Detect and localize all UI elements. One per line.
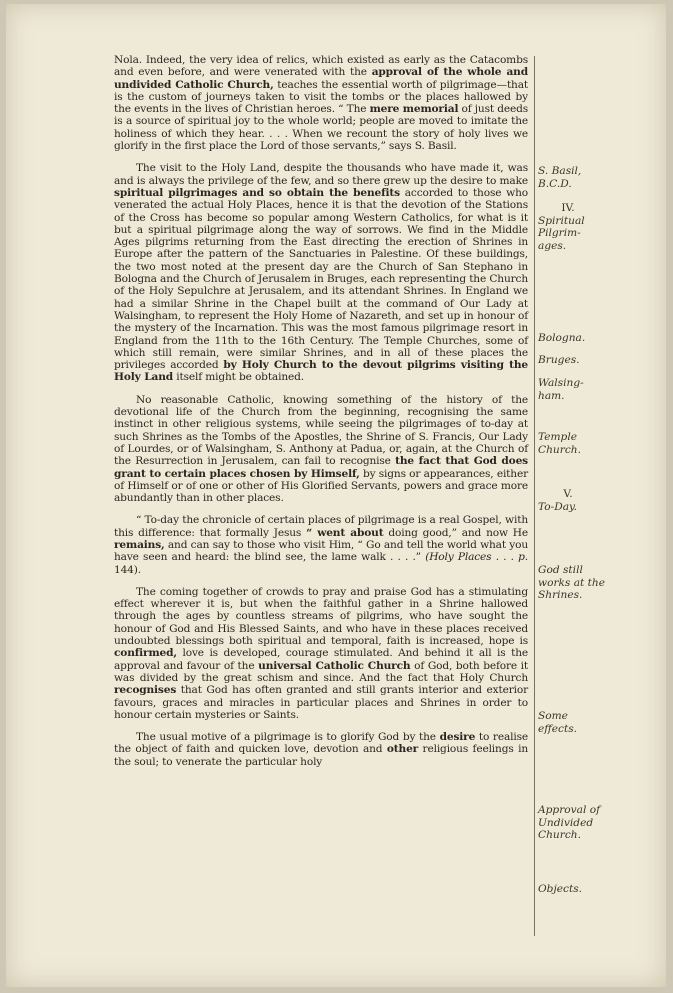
margin-note-approval [538, 804, 600, 842]
paragraph [114, 54, 528, 152]
margin-note-line: Bologna. [538, 332, 586, 344]
margin-note-line: Temple [538, 431, 577, 443]
paragraph [114, 162, 528, 383]
paragraph [114, 394, 528, 505]
margin-note-line: ages. [538, 239, 567, 252]
margin-note-line: Some [538, 710, 568, 722]
margin-note-line: Bruges. [538, 354, 580, 366]
text-run: of God, both before it was divided by the great schism and since. And the fact that Holy Church [114, 659, 528, 684]
margin-note-walsingham [538, 377, 584, 402]
text-run: of just deeds is a source of spiritual joy to the whole world; people are moved to imitate the holiness of which they hear. . . . When we recount the story of holy lives we glorify in the first place the Lord of those servants,” says S. Basil. [114, 103, 528, 153]
text-run: The usual motive of a pilgrimage is to glorify God by the [136, 731, 440, 744]
margin-note-temple [538, 431, 581, 456]
bold-text: confirmed, [114, 647, 177, 660]
margin-note-line: Pilgrim- [538, 227, 581, 239]
margin-note-line: Walsing- [538, 377, 584, 389]
text-run: teaches the essential worth of pilgrimage—that is the custom of journeys taken to visit the tombs or the places hallowed by the events in the lives of Christian heroes. “ The [114, 78, 528, 116]
text-run: by signs or appearances, either of Himself or of one or other of His Glorified Servants, powers and grace more abundantly than in other places. [114, 467, 528, 505]
bold-text: desire [439, 731, 476, 744]
margin-note-line: Spiritual [538, 214, 585, 227]
text-run: No reasonable Catholic, knowing something of the history of the devotional life of the Church from the beginning, recognising the same instinct in other religious systems, while seeing the pilgrimages of to-day at such Shrines as the Tombs of the Apostles, the Shrine of S. Francis, Our Lady of Lourdes, or of Walsingham, S. Anthony at Padua, or, again, at the Church of the Resurrection in Jerusalem, can fail to recognise [114, 393, 528, 468]
bold-text: universal Catholic Church [258, 659, 411, 672]
text-run: 144). [114, 563, 141, 576]
book-page [6, 4, 666, 987]
section-number: IV. [561, 202, 575, 214]
margin-note-section-v [538, 488, 598, 513]
main-text-column [114, 54, 528, 778]
margin-note-bologna [538, 332, 585, 345]
margin-note-bruges [538, 354, 580, 367]
text-run: religious feelings in the soul; to venerate the particular holy [114, 743, 528, 768]
text-run: The visit to the Holy Land, despite the thousands who have made it, was and is always the privilege of the few, and so there grew up the desire to make [114, 162, 528, 187]
margin-note-line: Shrines. [538, 589, 583, 601]
margin-note-line: Objects. [538, 883, 583, 895]
bold-text: remains, [114, 538, 165, 551]
text-run: and can say to those who visit Him, “ Go and tell the world what you have seen and heard: the blind see, the lame walk . . . .” [114, 538, 528, 564]
bold-text: by Holy Church to the devout pilgrims visiting the Holy Land [114, 359, 528, 384]
margin-note-line: Church. [538, 829, 581, 841]
text-run: that God has often granted and still grants interior and exterior favours, graces and miracles in particular places and Shrines in order to honour certain mysteries or Saints. [114, 684, 528, 721]
margin-note-section-iv [538, 202, 598, 252]
paragraph [114, 731, 528, 768]
margin-rule [534, 56, 535, 936]
margin-note-line: B.C.D. [538, 177, 572, 190]
text-run: to realise the object of faith and quicken love, devotion and [114, 731, 528, 756]
bold-text: recognises [114, 684, 177, 697]
bold-text: other [386, 743, 419, 756]
margin-note-line: Approval of [538, 804, 601, 816]
margin-note-some-effects [538, 710, 577, 735]
text-run: “ To-day the chronicle of certain places of pilgrimage is a real Gospel, with this difference: that formally Jesus [114, 514, 528, 539]
margin-note-line: S. Basil, [538, 165, 582, 177]
paragraph [114, 514, 528, 575]
bold-text: mere memorial [369, 103, 459, 116]
bold-text: spiritual pilgrimages and so obtain the benefits [114, 186, 400, 199]
italic-text: (Holy Places . . . p. [425, 551, 528, 564]
margin-note-objects [538, 883, 582, 896]
margin-note-line: To-Day. [538, 500, 577, 513]
text-run: Nola. Indeed, the very idea of relics, which existed as early as the Catacombs and even before, and were venerated with the [114, 54, 528, 79]
section-number: V. [563, 488, 573, 500]
text-run: love is developed, courage stimulated. And behind it all is the approval and favour of the [114, 647, 528, 672]
margin-note-line: God still [538, 564, 583, 576]
text-run: doing good,” and now He [383, 526, 528, 539]
margin-note-god-still [538, 564, 605, 602]
margin-note-line: works at the [538, 576, 606, 589]
bold-text: “ went about [306, 526, 384, 539]
margin-note-basil [538, 165, 581, 190]
bold-text: the fact that God does grant to certain places chosen by Himself, [114, 455, 528, 480]
text-run: itself might be obtained. [173, 371, 304, 384]
text-run: accorded to those who venerated the actual Holy Places, hence it is that the devotion of the Stations of the Cross has become so popular among Western Catholics, for what is it but a spiritual pilgrimage along the way of sorrows. We find in the Middle Ages pilgrims returning from the East directing the erection of Shrines in Europe after the pattern of the Sanctuaries in Palestine. Of these buildings, the two most noted at the present day are the Church of San Stephano in Bologna and the Church of Jerusalem in Bruges, each representing the Church of the Holy Sepulchre at Jerusalem, and its attendant Shrines. In England we had a similar Shrine in the Chapel built at the command of Our Lady at Walsingham, to represent the Holy Home of Nazareth, and set up in honour of the mystery of the Incarnation. This was the most famous pilgrimage resort in England from the 11th to the 16th Century. The Temple Churches, some of which still remain, were similar Shrines, and in all of these places the privileges accorded [114, 186, 528, 372]
margin-note-line: Church. [538, 443, 581, 456]
bold-text: approval of the whole and undivided Catholic Church, [114, 66, 528, 91]
text-run: The coming together of crowds to pray and praise God has a stimulating effect wherever it is, but when the faithful gather in a Shrine hallowed through the ages by countless streams of pilgrims, who have sought the honour of God and His Blessed Saints, and who have in these places received undoubted blessings both spiritual and temporal, faith is increased, hope is [114, 585, 528, 648]
margin-note-line: Undivided [538, 816, 594, 829]
paragraph [114, 586, 528, 721]
margin-note-line: ham. [538, 389, 565, 402]
margin-note-line: effects. [538, 722, 578, 735]
